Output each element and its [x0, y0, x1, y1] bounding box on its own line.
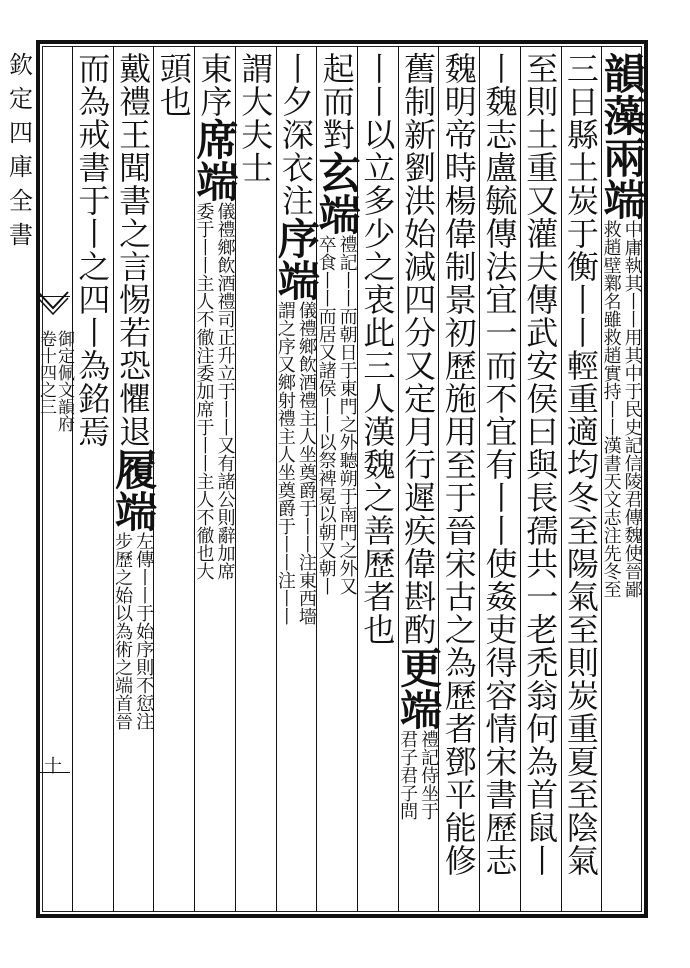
annotation-line: 儀禮鄉飲酒禮主人坐奠爵于丨丨注東西墻 [295, 301, 317, 625]
headword: 席端 [190, 118, 240, 202]
headword: 更端 [394, 646, 444, 730]
column-divider [357, 46, 358, 912]
annotation-line: 謂之序又鄉射禮主人坐奠爵于丨丨注丨丨 [274, 301, 296, 625]
annotation-line: 儀禮鄉飲酒禮司正升立于丨丨又有諸公則辭加席 [214, 202, 236, 580]
annotation-line: 禮記侍坐于 [418, 730, 440, 820]
main-text-run: 丨丨以立多少之衷此三人漢魏之善歷者也 [358, 52, 397, 646]
text-column [312, 52, 362, 908]
column-divider [479, 46, 480, 912]
column-divider [316, 46, 317, 912]
book-title-text: 欽定四庫全書 [4, 52, 33, 256]
column-divider [113, 46, 114, 912]
text-column [72, 52, 112, 908]
text-column [154, 52, 194, 908]
main-text-run: 至則土重又灌夫傳武安侯曰與長孺共一老禿翁何為首鼠丨 [521, 52, 560, 877]
annotation-note [276, 301, 316, 625]
main-text-run: 東序 [195, 52, 234, 118]
column-divider [601, 46, 602, 912]
annotation-line: 卒食丨丨而居又諸侯丨丨以祭裨冕以朝又朝丨 [315, 235, 337, 595]
side-label-col1: 御定佩文韻府 [54, 330, 74, 432]
side-label-col2: 卷十四之三 [36, 330, 56, 415]
headword: 玄端 [312, 151, 362, 235]
main-text-run: 戴禮王聞書之言惕若恐懼退 [114, 52, 153, 448]
main-text-run: 丨魏志盧毓傳法宜一而不宜有丨丨使姦吏得容情宋書歷志 [480, 52, 519, 877]
annotation-note [195, 202, 235, 580]
main-text-run: 謂大夫士 [236, 52, 275, 184]
headword: 履端 [109, 448, 159, 532]
text-column [439, 52, 479, 908]
column-divider [235, 46, 236, 912]
column-divider [520, 46, 521, 912]
text-column [520, 52, 560, 908]
main-text-run: 魏明帝時楊偉制景初歷施用至于晉宋古之為歷者鄧平能修 [439, 52, 478, 877]
main-text-run: 舊制新劉洪始減四分又定月行遲疾偉斟酌 [399, 52, 438, 646]
book-title [0, 52, 38, 302]
main-text-run: 三日縣土炭于衡丨丨輕重適均冬至陽氣至則炭重夏至陰氣 [561, 52, 600, 877]
headword: 韻藻 [597, 52, 647, 136]
annotation-line: 君子君子問 [397, 730, 419, 820]
column-divider [398, 46, 399, 912]
column-divider [194, 46, 195, 912]
text-column [394, 52, 444, 908]
main-text-run: 起而對 [317, 52, 356, 151]
side-label [36, 330, 74, 530]
headword: 序端 [271, 217, 321, 301]
main-text-run: 而為戒書于丨之四丨為銘焉 [73, 52, 112, 448]
text-column [357, 52, 397, 908]
text-column [597, 52, 647, 908]
column-divider [561, 46, 562, 912]
text-column [480, 52, 520, 908]
headword: 兩端 [597, 136, 647, 220]
text-column [109, 52, 159, 908]
annotation-note [113, 532, 153, 730]
annotation-note [317, 235, 357, 595]
text-column [271, 52, 321, 908]
annotation-note [398, 730, 438, 820]
text-column [561, 52, 601, 908]
annotation-line: 左傳丨丨于始序則不愆注 [133, 532, 155, 730]
annotation-note [602, 220, 642, 598]
annotation-line: 中庸執其丨丨用其中于民史記信陵君傳魏使晉鄙 [621, 220, 643, 598]
text-column [190, 52, 240, 908]
main-text-run: 丨夕深衣注 [276, 52, 315, 217]
annotation-line: 步歷之始以為術之端首晉 [112, 532, 134, 730]
text-column [235, 52, 275, 908]
annotation-line: 禮記丨丨而朝日于東門之外聽朔于南門之外又 [336, 235, 358, 595]
fish-tail-icon [36, 290, 70, 330]
column-divider [438, 46, 439, 912]
annotation-line: 救趙壁鄴名雖救趙實持丨丨漢書天文志注先冬至 [600, 220, 622, 598]
page-number: 十 [44, 756, 62, 777]
column-divider [153, 46, 154, 912]
column-divider [276, 46, 277, 912]
main-text-run: 頭也 [154, 52, 193, 118]
annotation-line: 委于丨丨主人不徹注委加席于丨丨主人不徹也大 [193, 202, 215, 580]
